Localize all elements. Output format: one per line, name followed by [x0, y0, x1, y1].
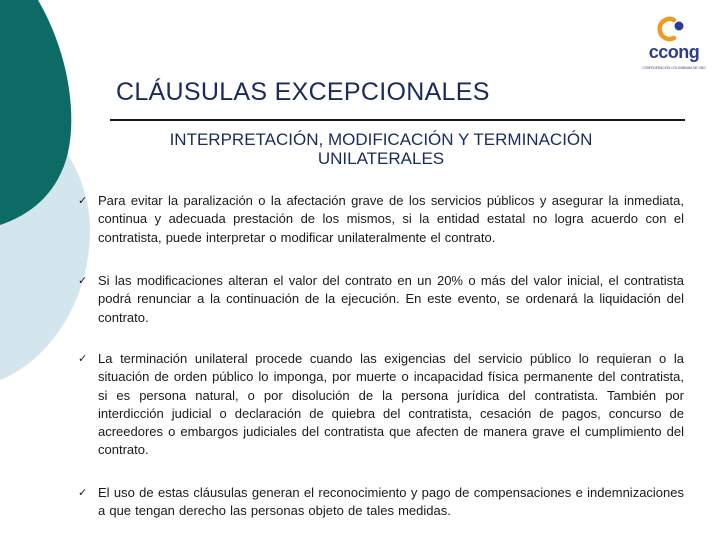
checkmark-icon: ✓ — [78, 194, 88, 207]
slide-title: CLÁUSULAS EXCEPCIONALES — [116, 78, 490, 106]
bullet-text: Para evitar la paralización o la afectación grave de los servicios públicos y asegurar la inmediata, continua y adecuada prestación de los mismos, si la entidad estatal no logra acuerdo con el contratista, puede interpretar o modificar unilateralmente el contrato. — [98, 193, 684, 245]
ccong-logo-mark-icon — [650, 16, 694, 44]
slide-subtitle: INTERPRETACIÓN, MODIFICACIÓN Y TERMINACIÓN UNILATERALES — [169, 130, 593, 168]
bullet-text: La terminación unilateral procede cuando las exigencias del servicio público lo requieran o la situación de orden público lo imponga, por muerte o incapacidad física permanente del contratista, si es persona natural, o por disolución de la persona jurídica del contratista. También por interdicción judicial o declaración de quiebra del contratista, cesación de pagos, concurso de acreedores o embargos judiciales del contratista que afecten de manera grave el cumplimiento del contrato. — [98, 351, 684, 458]
title-divider — [110, 119, 685, 121]
bullet-text: Si las modificaciones alteran el valor del contrato en un 20% o más del valor inicial, el contratista podrá renunciar a la continuación de la ejecución. En este evento, se ordenará la liquidación del contrato. — [98, 273, 684, 325]
checkmark-icon: ✓ — [78, 274, 88, 287]
checkmark-icon: ✓ — [78, 352, 88, 365]
logo-tagline: CONFEDERACIÓN COLOMBIANA DE ONG — [642, 66, 706, 70]
bullet-text: El uso de estas cláusulas generan el reconocimiento y pago de compensaciones e indemnizaciones a que tengan derecho las personas objeto de tales medidas. — [98, 485, 684, 519]
ccong-logo — [636, 16, 712, 78]
checkmark-icon: ✓ — [78, 486, 88, 499]
logo-wordmark: ccong — [648, 42, 700, 62]
